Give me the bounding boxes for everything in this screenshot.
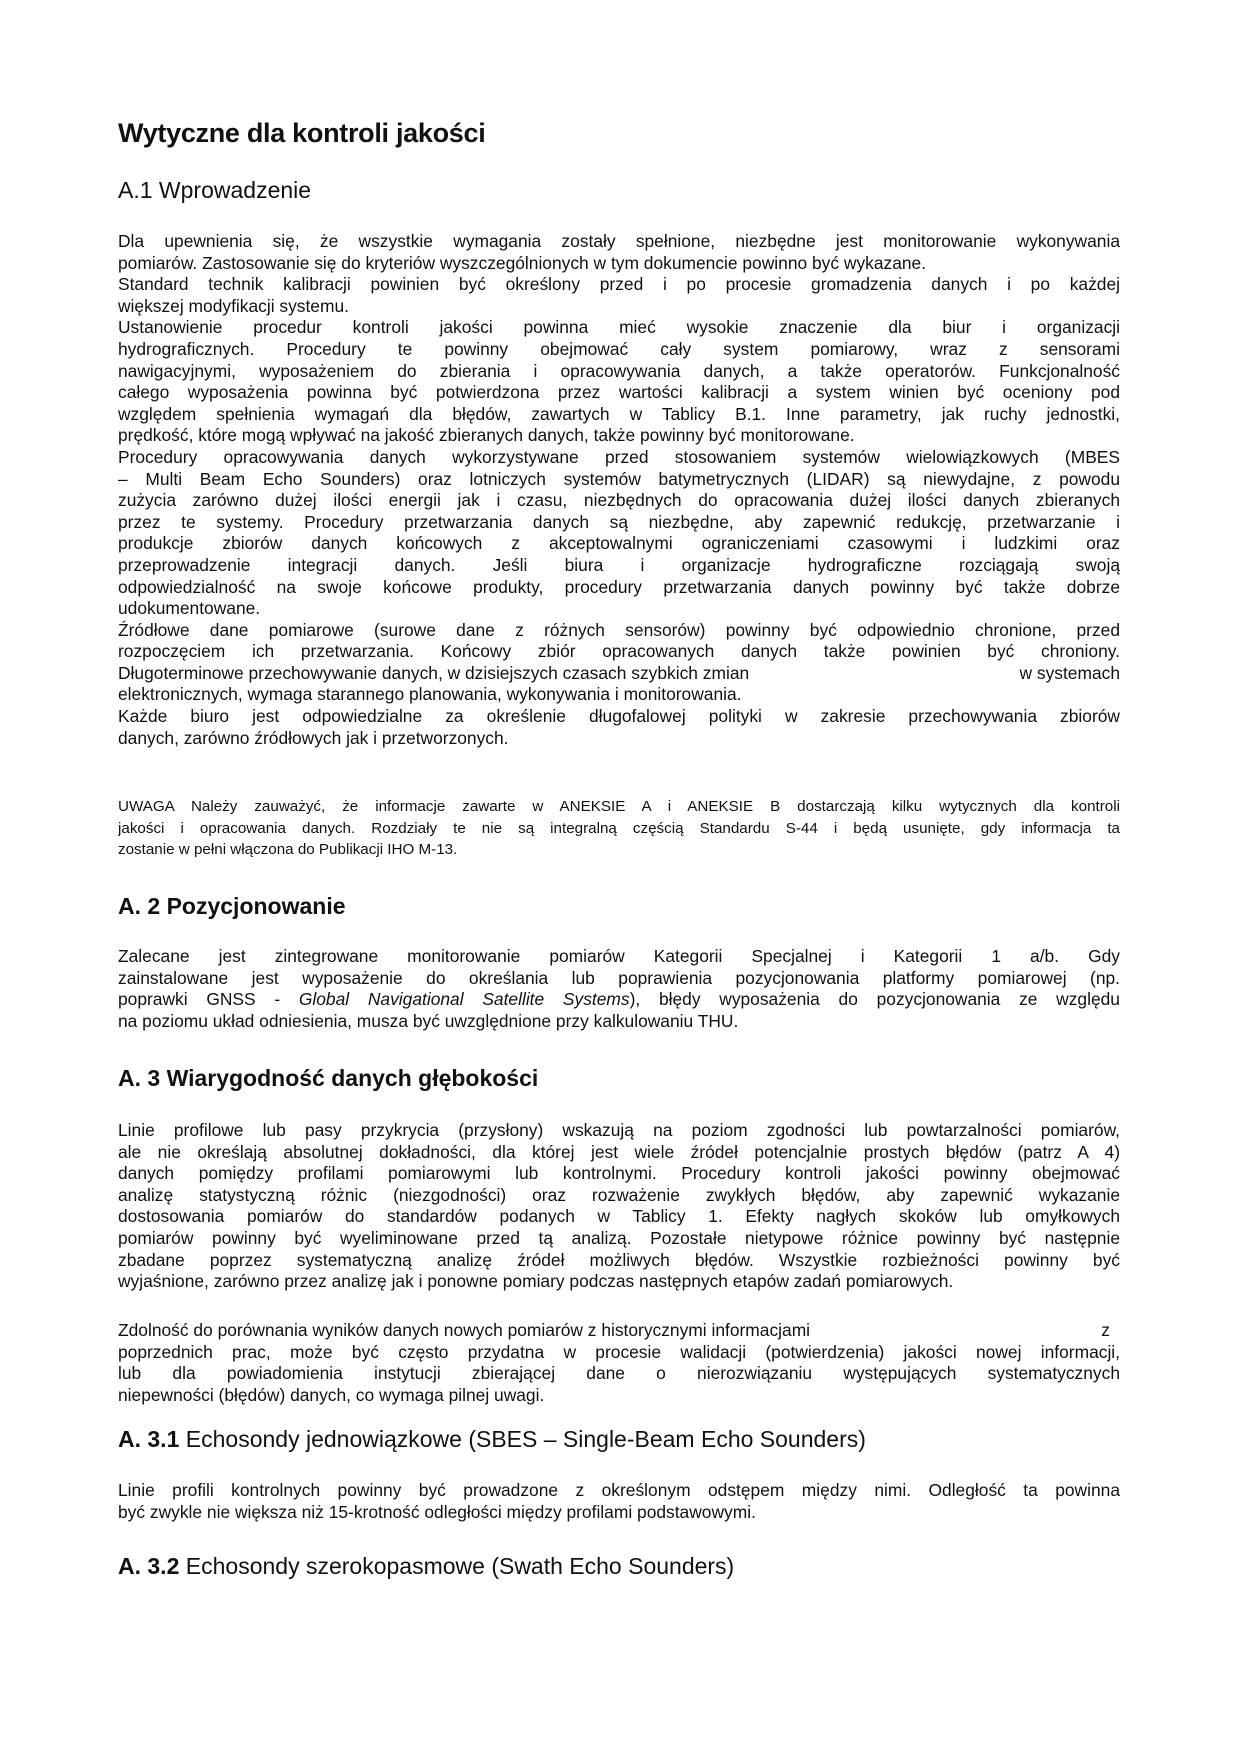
text-fragment-italic: Global Navigational Satellite Systems [298, 989, 630, 1010]
text-line: Standard technik kalibracji powinien być określony przed i po procesie gromadzenia danych i po każdej [118, 274, 1120, 295]
section-a31-body [118, 1480, 1120, 1523]
text-line: – Multi Beam Echo Sounders) oraz lotniczych systemów batymetrycznych (LIDAR) są niewydajne, z powodu [118, 468, 1120, 489]
section-heading-a3 [118, 1065, 1120, 1092]
text-line: analizę statystyczną różnic (niezgodności) oraz rozważenie zwykłych błędów, aby zapewnić wykazanie [118, 1184, 1120, 1205]
text-fragment: Zdolność do porównania wyników danych nowych pomiarów z historycznymi informacjami [118, 1320, 811, 1340]
text-line: Każde biuro jest odpowiedzialne za określenie długofalowej polityki w zakresie przechowywania zbiorów [118, 706, 1120, 727]
section-title: Pozycjonowanie [166, 893, 346, 919]
section-heading-a31 [118, 1426, 1120, 1453]
section-number: A. 3.2 [118, 1553, 180, 1579]
text-line: całego wyposażenia powinna być potwierdzona przez wartości kalibracji a system winien być oceniony pod [118, 382, 1120, 403]
text-line: Dla upewnienia się, że wszystkie wymagania zostały spełnione, niezbędne jest monitorowanie wykonywania [118, 231, 1120, 251]
section-heading-a2 [118, 893, 1120, 920]
section-a3-body-1 [118, 1120, 1120, 1293]
text-line: na poziomu układ odniesienia, musza być uwzględnione przy kalkulowaniu THU. [118, 1010, 739, 1031]
text-fragment: w systemach [1019, 662, 1120, 683]
text-line: większej modyfikacji systemu. [118, 295, 349, 316]
text-line: elektronicznych, wymaga starannego planowania, wykonywania i monitorowania. [118, 684, 742, 705]
note-line: jakości i opracowania danych. Rozdziały te nie są integralną częścią Standardu S-44 i będą usunięte, gdy informacja ta [118, 819, 1120, 837]
section-title: Echosondy jednowiązkowe (SBES – Single-Beam Echo Sounders) [185, 1426, 866, 1452]
text-line: względem spełnienia wymagań dla błędów, zawartych w Tablicy B.1. Inne parametry, jak ruchy jednostki, [118, 403, 1120, 424]
note-line: UWAGA Należy zauważyć, że informacje zawarte w ANEKSIE A i ANEKSIE B dostarczają kilku wytycznych dla kontroli [118, 798, 1120, 815]
text-line: danych, zarówno źródłowych jak i przetworzonych. [118, 727, 509, 748]
text-fragment: poprawki GNSS - [118, 989, 299, 1010]
section-a1-body [118, 231, 1120, 749]
text-line: hydrograficznych. Procedury te powinny obejmować cały system pomiarowy, wraz z sensorami [118, 338, 1120, 359]
text-line: być zwykle nie większa niż 15-krotność odległości między profilami podstawowymi. [118, 1501, 756, 1522]
text-line: zainstalowane jest wyposażenie do określania lub poprawienia pozycjonowania platformy pomiarowej (np. [118, 967, 1120, 988]
text-line: Źródłowe dane pomiarowe (surowe dane z różnych sensorów) powinny być odpowiednio chronione, przed [118, 619, 1120, 640]
text-line: Linie profilowe lub pasy przykrycia (przysłony) wskazują na poziom zgodności lub powtarzalności pomiarów, [118, 1120, 1120, 1140]
text-line: pomiarów powinny być wyeliminowane przed tą analizą. Pozostałe nietypowe różnice powinny być następnie [118, 1227, 1120, 1248]
text-line: pomiarów. Zastosowanie się do kryteriów wyszczególnionych w tym dokumencie powinno być wykazane. [118, 252, 927, 273]
text-fragment: ), błędy wyposażenia do pozycjonowania ze względu [629, 989, 1120, 1010]
text-line: Ustanowienie procedur kontroli jakości powinna mieć wysokie znaczenie dla biur i organizacji [118, 317, 1120, 338]
text-line: lub dla powiadomienia instytucji zbierającej dane o nierozwiązaniu występujących systematycznych [118, 1363, 1120, 1384]
text-line: zużycia zarówno dużej ilości energii jak i czasu, niezbędnych do opracowania dużej ilości danych zbieranych [118, 490, 1120, 511]
text-line: nawigacyjnymi, wyposażeniem do zbierania i opracowywania danych, a także operatorów. Funkcjonalność [118, 360, 1120, 381]
section-title: Echosondy szerokopasmowe (Swath Echo Sounders) [185, 1553, 735, 1579]
text-line: produkcje zbiorów danych końcowych z akceptowalnymi ograniczeniami czasowymi i ludzkimi oraz [118, 533, 1120, 554]
section-a3-body-2 [118, 1320, 1120, 1406]
text-line: rozpoczęciem ich przetwarzania. Końcowy zbiór opracowanych danych także powinien być chroniony. [118, 641, 1120, 662]
text-line: przeprowadzenie integracji danych. Jeśli biura i organizacje hydrograficzne rozciągają swoją [118, 554, 1120, 575]
text-line: dostosowania pomiarów do standardów podanych w Tablicy 1. Efekty nagłych skoków lub omyłkowych [118, 1206, 1120, 1227]
section-heading-a32 [118, 1553, 1120, 1580]
section-heading-a1 [118, 177, 1120, 204]
text-line: danych pomiędzy profilami pomiarowymi lub kontrolnymi. Procedury kontroli jakości powinny obejmować [118, 1163, 1120, 1184]
text-line: wyjaśnione, zarówno przez analizę jak i ponowne pomiary podczas następnych etapów zadań pomiarowych. [118, 1271, 954, 1292]
section-number: A. 3 [118, 1065, 161, 1091]
text-line-mixed [118, 989, 1120, 1011]
section-number: A. 2 [118, 893, 161, 919]
text-line: zbadane poprzez systematyczną analizę źródeł możliwych błędów. Wszystkie rozbieżności powinny być [118, 1249, 1120, 1270]
text-line: przez te systemy. Procedury przetwarzania danych są niezbędne, aby zapewnić redukcję, przetwarzanie i [118, 511, 1120, 532]
text-line: niepewności (błędów) danych, co wymaga pilnej uwagi. [118, 1384, 545, 1405]
text-line: prędkość, które mogą wpływać na jakość zbieranych danych, także powinny być monitorowane. [118, 425, 855, 446]
document-title: Wytyczne dla kontroli jakości [118, 118, 486, 148]
section-number: A.1 [118, 177, 153, 203]
text-fragment: z [1101, 1320, 1110, 1340]
text-fragment: Długoterminowe przechowywanie danych, w dzisiejszych czasach szybkich zmian [118, 662, 750, 683]
text-line-split [118, 1320, 1120, 1342]
section-number: A. 3.1 [118, 1426, 180, 1452]
text-line: ale nie określają absolutnej dokładności, dla której jest wiele źródeł potencjalnie prostych błędów (patrz A 4) [118, 1141, 1120, 1162]
text-line: Procedury opracowywania danych wykorzystywane przed stosowaniem systemów wielowiązkowych (MBES [118, 446, 1120, 467]
section-a2-body [118, 946, 1120, 1032]
text-line: odpowiedzialność na swoje końcowe produkty, procedury przetwarzania danych powinny być także dobrze [118, 576, 1120, 597]
text-line: Linie profili kontrolnych powinny być prowadzone z określonym odstępem między nimi. Odległość ta powinna [118, 1480, 1120, 1500]
note-uwaga [118, 796, 1120, 861]
section-title: Wiarygodność danych głębokości [166, 1065, 539, 1091]
text-line: udokumentowane. [118, 598, 261, 619]
text-line: Zalecane jest zintegrowane monitorowanie pomiarów Kategorii Specjalnej i Kategorii 1 a/b. Gdy [118, 946, 1120, 966]
text-line-split [118, 663, 1120, 685]
note-line: zostanie w pełni włączona do Publikacji IHO M-13. [118, 841, 458, 858]
text-line: poprzednich prac, może być często przydatna w procesie walidacji (potwierdzenia) jakości nowej informacji, [118, 1341, 1120, 1362]
section-title: Wprowadzenie [158, 177, 312, 203]
